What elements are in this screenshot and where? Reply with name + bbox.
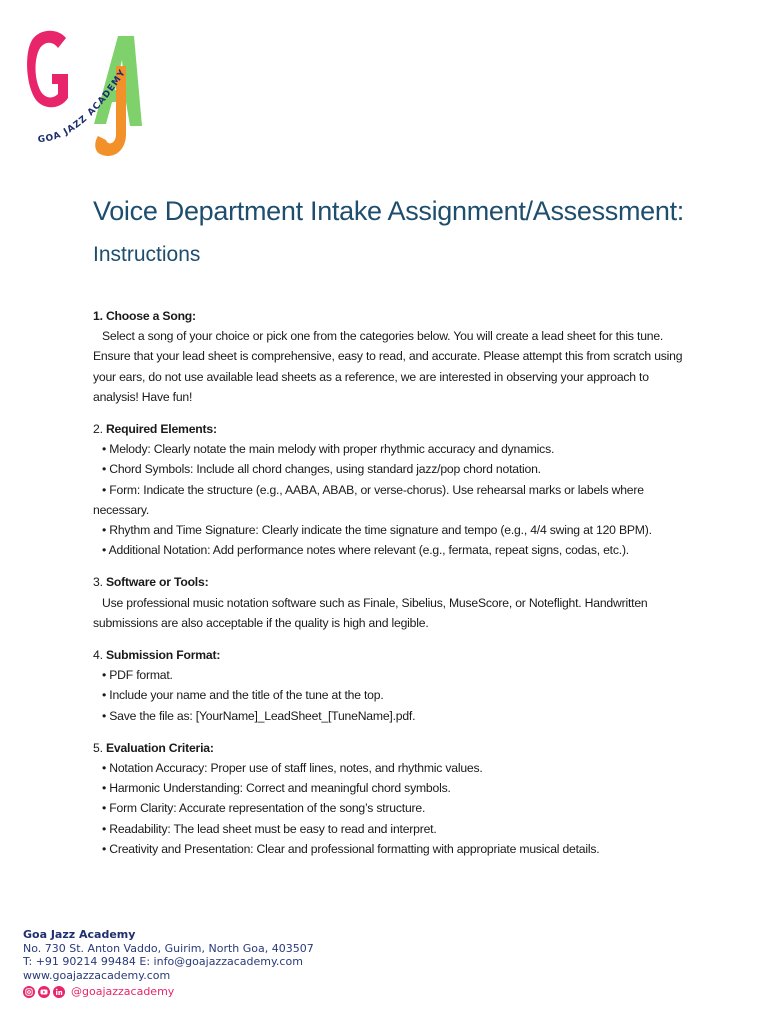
youtube-icon[interactable]	[38, 986, 50, 998]
section-number: 2.	[93, 422, 106, 437]
instructions-content	[93, 306, 693, 871]
section-body: Select a song of your choice or pick one from the categories below. You will create a lead sheet for this tune. Ensure that your lead sheet is comprehensive, easy to read, and accurate. Please attempt this from scratch using your ears, do not use available lead sheets as a reference, we are interested in observing your approach to analysis! Have fun!	[93, 329, 683, 404]
section-number: 3.	[93, 575, 106, 590]
section-body: Use professional music notation software such as Finale, Sibelius, MuseScore, or Noteflight. Handwritten submissions are also acceptable if the quality is high and legible.	[93, 595, 648, 630]
list-item: • Include your name and the title of the tune at the top.	[102, 688, 384, 703]
list-item: • Melody: Clearly notate the main melody with proper rhythmic accuracy and dynamics.	[102, 442, 555, 457]
section-software-tools	[93, 572, 693, 633]
list-item-continuation: necessary.	[93, 502, 150, 517]
list-item: • Save the file as: [YourName]_LeadSheet_[TuneName].pdf.	[102, 708, 416, 723]
section-heading: Software or Tools:	[105, 575, 209, 590]
list-item: • Form Clarity: Accurate representation of the song’s structure.	[102, 801, 426, 816]
section-required-elements	[93, 419, 693, 560]
section-evaluation-criteria	[93, 738, 693, 859]
section-heading: 1. Choose a Song:	[93, 309, 196, 323]
footer	[23, 928, 314, 999]
logo-ring-text: GOA JAZZ ACADEMY	[37, 67, 129, 146]
footer-org-name: Goa Jazz Academy	[23, 928, 136, 941]
logo-letter-g	[27, 31, 68, 108]
list-item: • Creativity and Presentation: Clear and professional formatting with appropriate musical details.	[102, 841, 600, 856]
section-heading: Submission Format:	[105, 648, 221, 663]
list-item: • Rhythm and Time Signature: Clearly indicate the time signature and tempo (e.g., 4/4 swing at 120 BPM).	[102, 523, 652, 538]
page-title: Voice Department Intake Assignment/Assessment:	[93, 196, 684, 226]
section-heading: Required Elements:	[105, 422, 217, 437]
list-item: • Notation Accuracy: Proper use of staff lines, notes, and rhythmic values.	[102, 761, 483, 776]
list-item: • Chord Symbols: Include all chord changes, using standard jazz/pop chord notation.	[102, 462, 541, 477]
goa-jazz-academy-logo	[22, 24, 152, 164]
section-heading: Evaluation Criteria:	[105, 740, 214, 755]
footer-social	[23, 985, 314, 999]
section-number: 5.	[93, 740, 106, 755]
list-item: • Additional Notation: Add performance notes where relevant (e.g., fermata, repeat signs, codas, etc.).	[102, 543, 629, 558]
list-item: • Harmonic Understanding: Correct and meaningful chord symbols.	[102, 781, 451, 796]
footer-contact: T: +91 90214 99484 E: info@goajazzacademy.com	[23, 955, 303, 968]
section-submission-format	[93, 645, 693, 726]
list-item: • PDF format.	[102, 668, 173, 683]
linkedin-icon[interactable]	[53, 986, 65, 998]
section-choose-song	[93, 306, 693, 407]
footer-website[interactable]: www.goajazzacademy.com	[23, 968, 171, 982]
footer-address: No. 730 St. Anton Vaddo, Guirim, North Goa, 403507	[23, 941, 314, 955]
page-subtitle: Instructions	[93, 243, 201, 266]
list-item: • Form: Indicate the structure (e.g., AABA, ABAB, or verse-chorus). Use rehearsal marks or labels where	[102, 482, 644, 497]
instagram-icon[interactable]	[23, 986, 35, 998]
section-number: 4.	[93, 648, 106, 663]
list-item: • Readability: The lead sheet must be easy to read and interpret.	[102, 821, 437, 836]
social-handle[interactable]: @goajazzacademy	[71, 985, 175, 998]
